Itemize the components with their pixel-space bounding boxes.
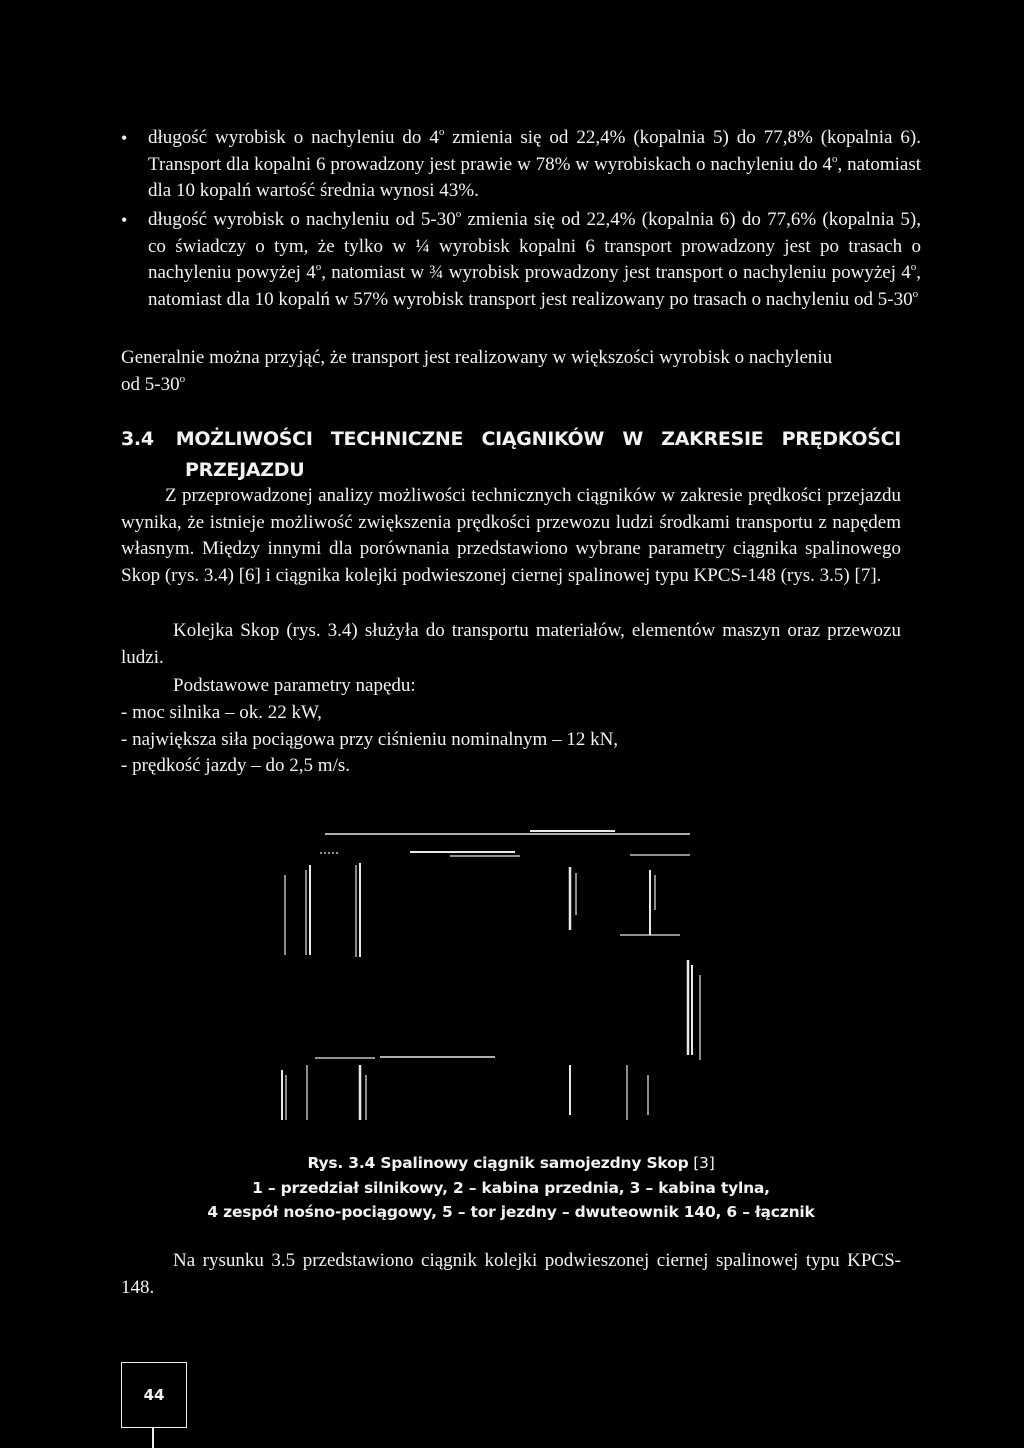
figure-tractor-drawing	[270, 825, 710, 1130]
param-item-power: - moc silnika – ok. 22 kW,	[121, 702, 322, 723]
paragraph-main: Z przeprowadzonej analizy możliwości technicznych ciągników w zakresie prędkości przejazdu wynika, że istnieje możliwość zwiększenia prędkości przewozu ludzi środkami transportu z napędem własnym. Między innymi dla porównania przedstawiono wybrane parametry ciągnika spalinowego Skop (rys. 3.4) [6] i ciągnika kolejki podwieszonej ciernej spalinowej typu KPCS-148 (rys. 3.5) [7].	[121, 485, 901, 586]
section-title-line-1: MOŻLIWOŚCI TECHNICZNE CIĄGNIKÓW W ZAKRESIE PRĘDKOŚCI	[175, 428, 901, 450]
param-item-speed: - prędkość jazdy – do 2,5 m/s.	[121, 755, 351, 776]
figure-caption	[121, 1151, 901, 1225]
paragraph-skop: Kolejka Skop (rys. 3.4) służyła do transportu materiałów, elementów maszyn oraz przewozu ludzi.	[121, 620, 901, 668]
param-item-force: - największa siła pociągowa przy ciśnieniu nominalnym – 12 kN,	[121, 728, 619, 750]
params-list	[121, 700, 901, 780]
page-number-box	[121, 1362, 187, 1428]
bullet-dot: •	[121, 210, 128, 230]
summary-paragraph	[121, 345, 911, 398]
paragraph-params-intro: Podstawowe parametry napędu:	[173, 675, 416, 696]
paragraph-closing: Na rysunku 3.5 przedstawiono ciągnik kolejki podwieszonej ciernej spalinowej typu KPCS-148.	[121, 1250, 901, 1298]
section-number: 3.4	[121, 428, 154, 450]
page-number-tick	[152, 1427, 154, 1448]
caption-line-1: Rys. 3.4 Spalinowy ciągnik samojezdny Skop [3]	[307, 1154, 715, 1172]
summary-line-2: od 5-30$^o$	[121, 372, 186, 395]
bullet-text: długość wyrobisk o nachyleniu do 4$^o$ zmienia się od 22,4% (kopalnia 5) do 77,8% (kopalnia 6). Transport dla kopalni 6 prowadzony jest prawie w 78% w wyrobiskach o nachyleniu do 4$^o$, natomiast dla 10 kopalń wartość średnia wynosi 43%.	[148, 126, 921, 201]
bullet-item-2	[121, 207, 921, 313]
page-number: 44	[143, 1386, 165, 1404]
section-title-line-2: PRZEJAZDU	[185, 459, 305, 481]
caption-line-3: 4 zespół nośno-pociągowy, 5 – tor jezdny – dwuteownik 140, 6 – łącznik	[207, 1203, 815, 1221]
bullet-text: długość wyrobisk o nachyleniu od 5-30$^o$ zmienia się od 22,4% (kopalnia 6) do 77,6% (kopalnia 5), co świadczy o tym, że tylko w ¼ wyrobisk kopalni 6 transport prowadzony jest po trasach o nachyleniu powyżej 4$^o$, natomiast w ¾ wyrobisk prowadzony jest transport o nachyleniu powyżej 4$^o$, natomiast dla 10 kopalń w 57% wyrobisk transport jest realizowany po trasach o nachyleniu od 5-30$^o$	[148, 208, 922, 310]
bullet-item-1	[121, 125, 921, 205]
caption-line-2: 1 – przedział silnikowy, 2 – kabina przednia, 3 – kabina tylna,	[252, 1178, 770, 1197]
section-heading	[121, 424, 901, 486]
summary-line-1: Generalnie można przyjąć, że transport jest realizowany w większości wyrobisk o nachyleniu	[121, 347, 833, 368]
bullet-dot: •	[121, 128, 128, 148]
